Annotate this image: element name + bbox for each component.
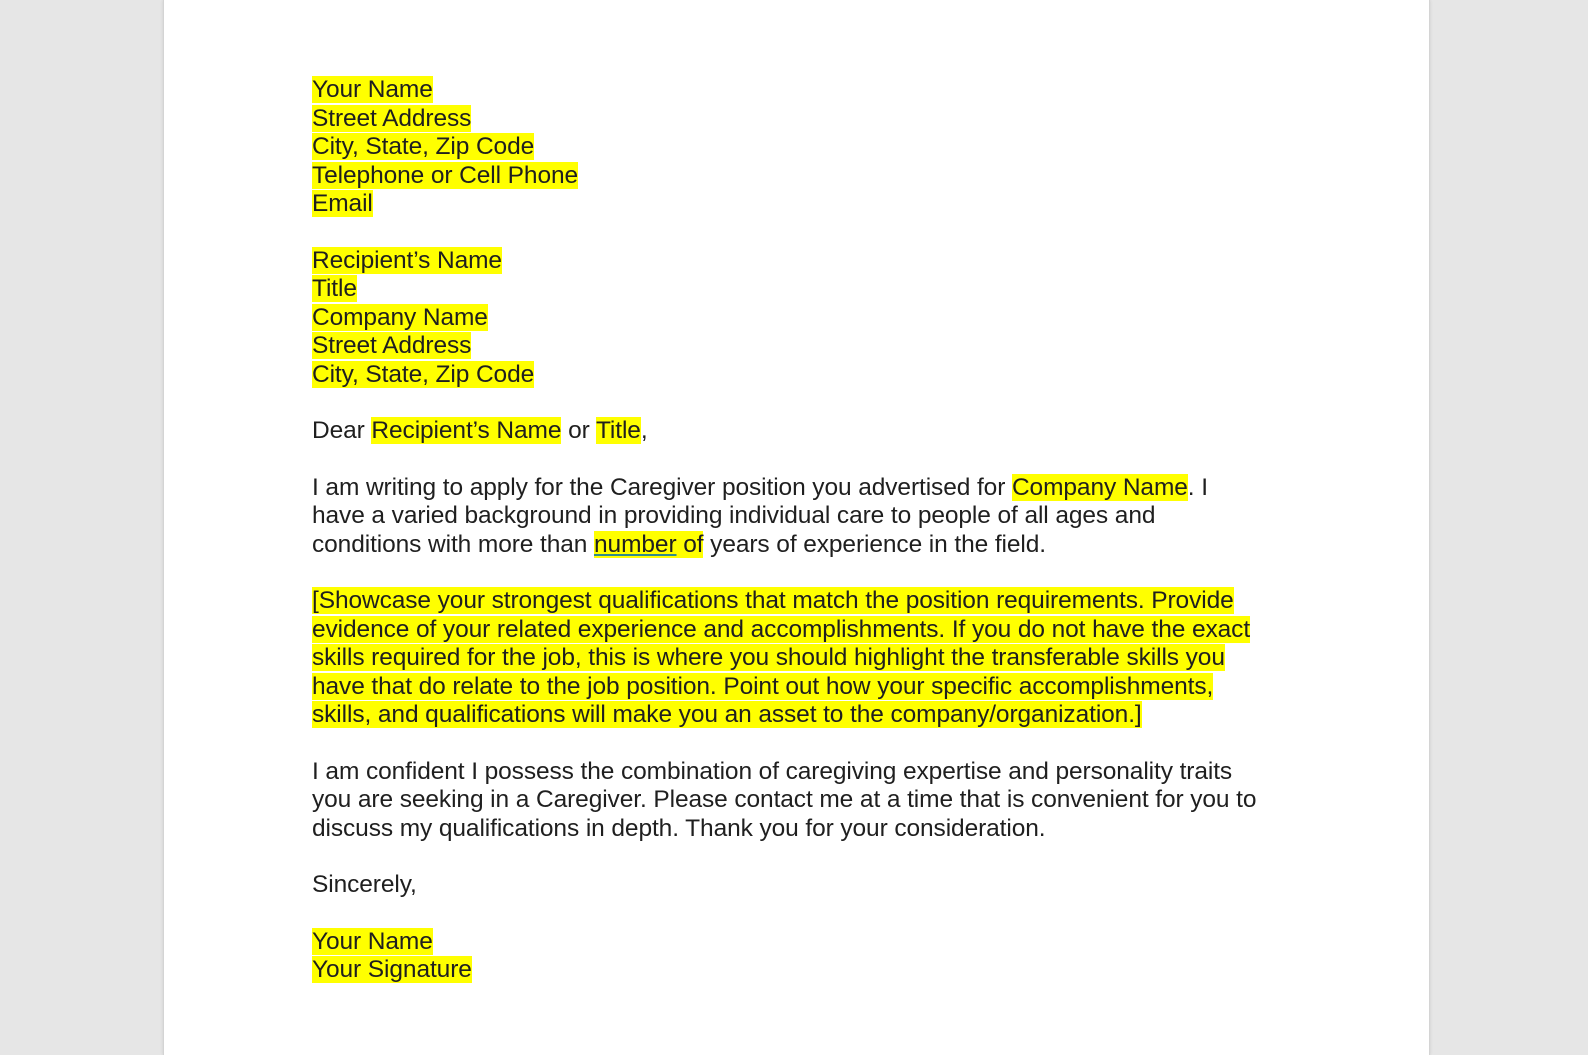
intro-number-placeholder[interactable]: number bbox=[594, 530, 677, 558]
intro-of[interactable]: of bbox=[676, 530, 704, 558]
intro-line3-end[interactable]: years of experience in the field. bbox=[703, 530, 1046, 558]
intro-company-name[interactable]: Company Name bbox=[1011, 473, 1188, 501]
sender-street[interactable]: Street Address bbox=[312, 104, 472, 132]
recipient-street[interactable]: Street Address bbox=[312, 332, 472, 359]
paragraph-qualifications bbox=[312, 587, 1282, 730]
salutation-dear[interactable]: Dear bbox=[312, 417, 372, 444]
closing-line[interactable]: you are seeking in a Caregiver. Please contact me at a time that is convenient for you to bbox=[312, 786, 1257, 813]
salutation-or[interactable]: or bbox=[561, 417, 596, 444]
intro-line1-end[interactable]: . I bbox=[1187, 473, 1208, 501]
sender-name[interactable]: Your Name bbox=[312, 76, 433, 103]
salutation-comma[interactable]: , bbox=[640, 417, 648, 444]
sign-off bbox=[312, 871, 1282, 900]
salutation bbox=[312, 417, 1282, 446]
recipient-name[interactable]: Recipient’s Name bbox=[312, 246, 502, 274]
closing-line[interactable]: I am confident I possess the combination of caregiving expertise and personality traits bbox=[312, 757, 1233, 785]
letter-body[interactable] bbox=[312, 76, 1282, 985]
document-page[interactable] bbox=[163, 0, 1430, 1055]
sender-city-state-zip[interactable]: City, State, Zip Code bbox=[312, 133, 535, 160]
salutation-recipient-name[interactable]: Recipient’s Name bbox=[371, 417, 562, 444]
signature-block bbox=[312, 928, 1282, 985]
paragraph-intro bbox=[312, 474, 1282, 560]
recipient-title[interactable]: Title bbox=[312, 275, 357, 302]
qualifications-line[interactable]: evidence of your related experience and accomplishments. If you do not have the exact bbox=[312, 615, 1251, 643]
recipient-block bbox=[312, 247, 1282, 390]
closing-line[interactable]: discuss my qualifications in depth. Thank you for your consideration. bbox=[312, 814, 1046, 842]
sincerely[interactable]: Sincerely, bbox=[312, 871, 417, 898]
intro-line1-text[interactable]: I am writing to apply for the Caregiver position you advertised for bbox=[312, 473, 1012, 501]
closing-your-name[interactable]: Your Name bbox=[312, 927, 433, 955]
paragraph-closing bbox=[312, 758, 1282, 844]
salutation-title[interactable]: Title bbox=[595, 417, 641, 444]
qualifications-line[interactable]: skills, and qualifications will make you an asset to the company/organization.] bbox=[312, 701, 1142, 728]
closing-your-signature[interactable]: Your Signature bbox=[312, 956, 472, 983]
recipient-city-state-zip[interactable]: City, State, Zip Code bbox=[312, 360, 535, 388]
qualifications-line[interactable]: skills required for the job, this is where you should highlight the transferable skills you bbox=[312, 644, 1225, 671]
qualifications-line[interactable]: [Showcase your strongest qualifications that match the position requirements. Provide bbox=[312, 587, 1234, 614]
sender-block bbox=[312, 76, 1282, 219]
sender-phone[interactable]: Telephone or Cell Phone bbox=[312, 161, 579, 189]
qualifications-line[interactable]: have that do relate to the job position. Point out how your specific accomplishments, bbox=[312, 672, 1214, 700]
recipient-company[interactable]: Company Name bbox=[312, 303, 488, 331]
sender-email[interactable]: Email bbox=[312, 190, 373, 217]
intro-line3-start[interactable]: conditions with more than bbox=[312, 530, 595, 558]
intro-line2[interactable]: have a varied background in providing individual care to people of all ages and bbox=[312, 502, 1156, 529]
